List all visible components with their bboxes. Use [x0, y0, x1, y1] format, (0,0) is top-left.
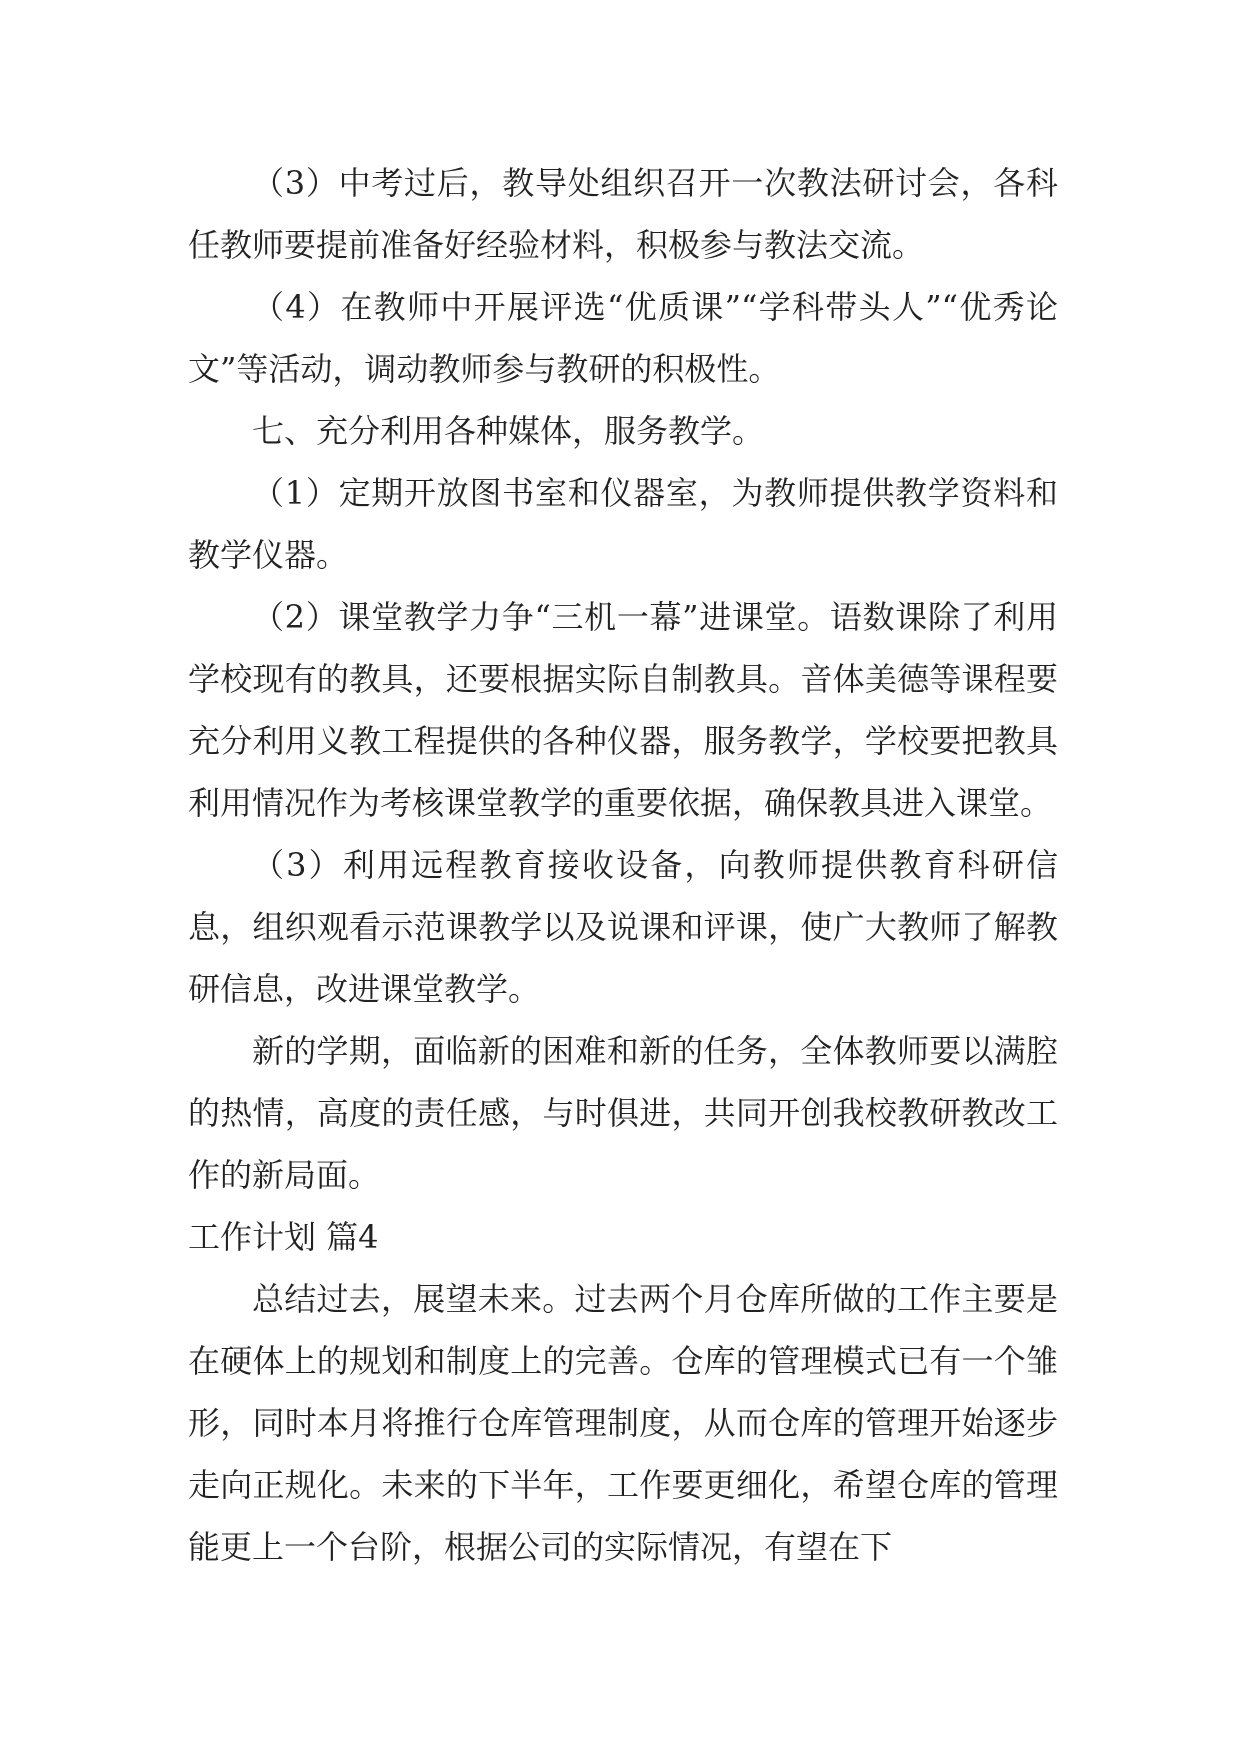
- section-heading: 工作计划 篇4: [188, 1218, 379, 1256]
- paragraph-classroom-tools: （2）课堂教学力争“三机一幕”进课堂。语数课除了利用学校现有的教具，还要根据实际自制教具。音体美德等课程要充分利用义教工程提供的各种仪器，服务教学，学校要把教具利用情况作为考核课堂教学的重要依据，确保教具进入课堂。: [188, 598, 1058, 822]
- paragraph-library-open: （1）定期开放图书室和仪器室，为教师提供教学资料和教学仪器。: [188, 474, 1058, 574]
- paragraph-new-semester: 新的学期，面临新的困难和新的任务，全体教师要以满腔的热情，高度的责任感，与时俱进，共同开创我校教研教改工作的新局面。: [188, 1032, 1058, 1194]
- paragraph-warehouse-summary: 总结过去，展望未来。过去两个月仓库所做的工作主要是在硬体上的规划和制度上的完善。仓库的管理模式已有一个雏形，同时本月将推行仓库管理制度，从而仓库的管理开始逐步走向正规化。未来的下半年，工作要更细化，希望仓库的管理能更上一个台阶，根据公司的实际情况，有望在下: [188, 1280, 1058, 1566]
- document-page: [188, 152, 1058, 1578]
- paragraph-teacher-evaluation: （4）在教师中开展评选“优质课”“学科带头人”“优秀论文”等活动，调动教师参与教研的积极性。: [188, 288, 1058, 388]
- section-seven-title: 七、充分利用各种媒体，服务教学。: [252, 412, 765, 450]
- paragraph-remote-education: （3）利用远程教育接收设备，向教师提供教育科研信息，组织观看示范课教学以及说课和评课，使广大教师了解教研信息，改进课堂教学。: [188, 846, 1058, 1008]
- paragraph-exchange-seminar: （3）中考过后，教导处组织召开一次教法研讨会，各科任教师要提前准备好经验材料，积极参与教法交流。: [188, 164, 1058, 264]
